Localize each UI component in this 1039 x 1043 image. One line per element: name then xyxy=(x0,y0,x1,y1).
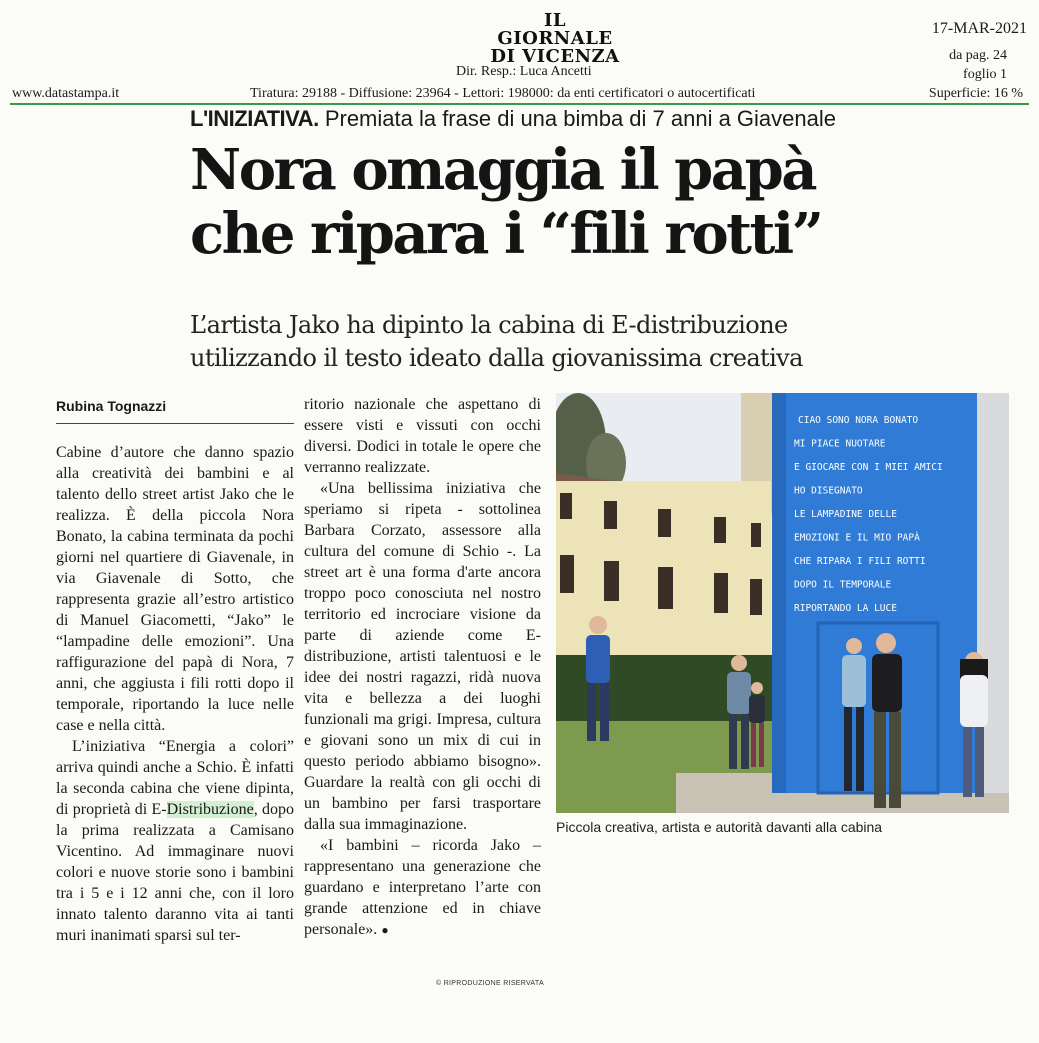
article-subheadline xyxy=(190,309,950,375)
mural-line: HO DISEGNATO xyxy=(794,485,863,497)
subhead-line-2: utilizzando il testo ideato dalla giovanissima creativa xyxy=(190,344,803,372)
issue-date: 17-MAR-2021 xyxy=(931,20,1027,37)
mural-line: CHE RIPARA I FILI ROTTI xyxy=(794,556,926,567)
page-info xyxy=(949,46,1007,84)
paragraph: Cabine d’autore che danno spazio alla creatività dei bambini e al talento dello street artist Jako che le realizza. È della piccola Nora Bonato, la cabina terminata da pochi giorni nel quartiere di Giavenale, in via Giavenale di Sotto, che rappresenta grazie all’estro artistico di Manuel Giacometti, “Jako” le “lampadine delle emozioni”. Una raffigurazione del papà di Nora, 7 anni, che aggiusta i fili rotti dopo il temporale, riportando la luce nelle case e nella città. xyxy=(56,444,294,734)
paragraph: «Una bellissima iniziativa che speriamo si ripeta - sottolinea Barbara Corzato, assessore alla cultura del comune di Schio -. La street art è una forma d'arte ancora troppo poco conosciuta nel nostro territorio ed incrociare visione da parte di aziende come E-distribuzione, artisti talentuosi e le idee dei nostri ragazzi, ridà nuova vita e bellezza a dei luoghi funzionali ma grigi. Impresa, cultura e giovani sono un mix di cui in questo periodo abbiamo bisogno». Guardare la realtà con gli occhi di un bambino per farsi trasportare dalla sua immaginazione. xyxy=(304,480,541,833)
headline-line-2: che ripara i “fili rotti” xyxy=(190,201,822,267)
editor-in-chief: Dir. Resp.: Luca Ancetti xyxy=(456,64,592,79)
paragraph-text: , dopo la prima realizzata a Camisano Vicentino. Ad immaginare nuovi colori e nuove storie sono i bambini tra i 5 e i 12 anni che, con il loro innato talento daranno vita ai tanti muri inanimati sparsi sul ter- xyxy=(56,801,294,944)
article-column-2 xyxy=(304,394,541,941)
paragraph-text: L’iniziativa “Energia a colori” arriva quindi anche a Schio. È infatti la seconda cabina che viene dipinta, di proprietà di E- xyxy=(56,738,294,818)
headline-line-1: Nora omaggia il papà xyxy=(190,137,816,203)
copyright-notice: © RIPRODUZIONE RISERVATA xyxy=(436,980,544,987)
paragraph xyxy=(304,835,541,941)
kicker-text: Premiata la frase di una bimba di 7 anni a Giavenale xyxy=(324,106,837,131)
highlighted-word: Distribuzione xyxy=(166,801,254,818)
subhead-line-1: L’artista Jako ha dipinto la cabina di E-distribuzione xyxy=(190,311,788,339)
byline-divider xyxy=(56,423,294,424)
mural-line: MI PIACE NUOTARE xyxy=(794,438,886,450)
paragraph: ritorio nazionale che aspettano di essere visti e vissuti con occhi diversi. Dodici in totale le opere che verranno realizzate. xyxy=(304,396,541,476)
photo-cabin-edge xyxy=(772,393,786,793)
mural-line: CIAO SONO NORA BONATO xyxy=(798,415,919,426)
photo-illustration xyxy=(556,393,1009,813)
newspaper-logo xyxy=(490,12,620,66)
page-number: da pag. 24 xyxy=(949,48,1007,63)
mural-line: E GIOCARE CON I MIEI AMICI xyxy=(794,462,943,473)
photo-caption: Piccola creativa, artista e autorità davanti alla cabina xyxy=(556,819,883,835)
article-headline xyxy=(190,138,950,266)
paragraph-text: «I bambini – ricorda Jako – rappresentano una generazione che guardano e interpretano l’arte con grande attenzione ed in chiave personale». xyxy=(304,837,541,938)
article-photo xyxy=(556,393,1009,813)
logo-line-2: DI VICENZA xyxy=(490,46,620,67)
kicker-label: L'INIZIATIVA. xyxy=(190,106,319,131)
circulation-info: Tiratura: 29188 - Diffusione: 23964 - Lettori: 198000: da enti certificatori o autocertificati xyxy=(250,86,756,101)
mural-line: EMOZIONI E IL MIO PAPÀ xyxy=(794,532,920,544)
article-column-1 xyxy=(56,442,294,946)
website-link[interactable]: www.datastampa.it xyxy=(12,86,120,101)
mural-line: DOPO IL TEMPORALE xyxy=(794,579,892,591)
author-byline: Rubina Tognazzi xyxy=(56,398,167,414)
surface-info: Superficie: 16 % xyxy=(928,86,1023,101)
mural-line: RIPORTANDO LA LUCE xyxy=(794,603,897,614)
logo-line-1: IL GIORNALE xyxy=(497,10,613,49)
mural-line: LE LAMPADINE DELLE xyxy=(794,509,897,520)
article-kicker xyxy=(190,104,836,134)
paragraph xyxy=(56,736,294,946)
sheet-number: foglio 1 xyxy=(963,67,1007,82)
end-mark: ● xyxy=(381,923,389,937)
